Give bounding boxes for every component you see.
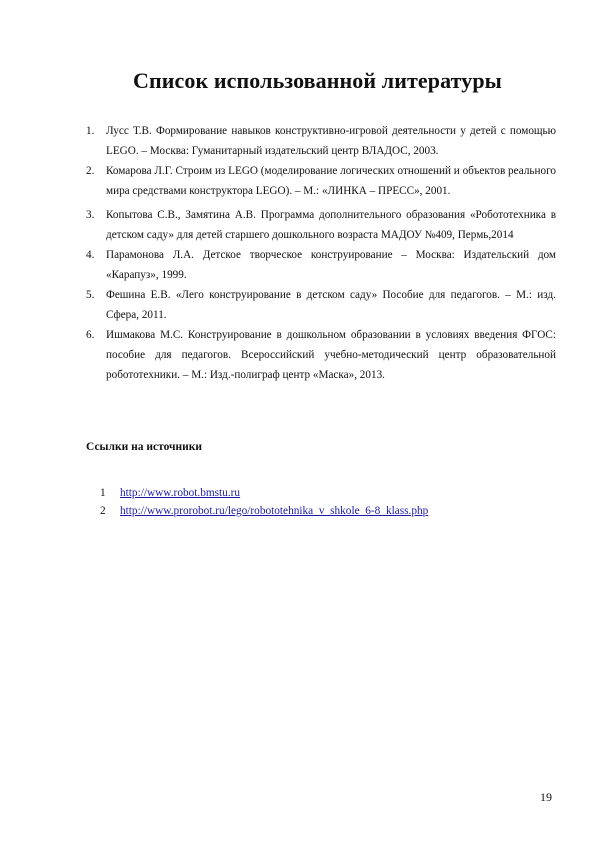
item-text: Копытова С.В., Замятина А.В. Программа дополнительного образования «Робототехника в детском саду» для детей старшего дошкольного возраста МАДОУ №409, Пермь,2014 — [106, 209, 556, 241]
source-link[interactable]: http://www.robot.bmstu.ru — [120, 487, 241, 499]
bibliography-item — [86, 325, 556, 385]
item-text: Лусс Т.В. Формирование навыков конструктивно-игровой деятельности у детей с помощью LEGO. – Москва: Гуманитарный издательский центр ВЛАДОС, 2003. — [106, 125, 556, 157]
item-text: Фешина Е.В. «Лего конструирование в детском саду» Пособие для педагогов. – М.: изд. Сфера, 2011. — [106, 289, 556, 321]
source-link[interactable]: http://www.prorobot.ru/lego/robototehnika_v_shkole_6-8_klass.php — [120, 505, 429, 517]
item-text: Ишмакова М.С. Конструирование в дошкольном образовании в условиях введения ФГОС: пособие для педагогов. Всероссийский учебно-методический центр образовательной робототехники. – М.: Изд.-полиграф центр «Маска», 2013. — [106, 329, 556, 381]
links-heading: Ссылки на источники — [86, 441, 203, 453]
bibliography-item — [86, 205, 556, 245]
item-number: 5. — [86, 289, 95, 301]
item-number: 3. — [86, 209, 95, 221]
link-item — [100, 502, 428, 520]
item-number: 2. — [86, 165, 95, 177]
page-title: Список использованной литературы — [133, 68, 502, 93]
link-number: 2 — [100, 505, 106, 517]
item-number: 6. — [86, 329, 95, 341]
bibliography-item — [86, 121, 556, 161]
bibliography-item — [86, 285, 556, 325]
page-number: 19 — [540, 790, 552, 804]
links-list — [100, 484, 428, 520]
bibliography-item — [86, 161, 556, 201]
link-item — [100, 484, 428, 502]
item-text: Парамонова Л.А. Детское творческое конструирование – Москва: Издательский дом «Карапуз», 1999. — [106, 249, 556, 281]
item-number: 1. — [86, 125, 95, 137]
link-number: 1 — [100, 487, 106, 499]
item-text: Комарова Л.Г. Строим из LEGO (моделирование логических отношений и объектов реального мира средствами конструктора LEGO). – М.: «ЛИНКА – ПРЕСС», 2001. — [106, 165, 556, 197]
bibliography-item — [86, 245, 556, 285]
item-number: 4. — [86, 249, 95, 261]
bibliography-list — [86, 121, 556, 385]
